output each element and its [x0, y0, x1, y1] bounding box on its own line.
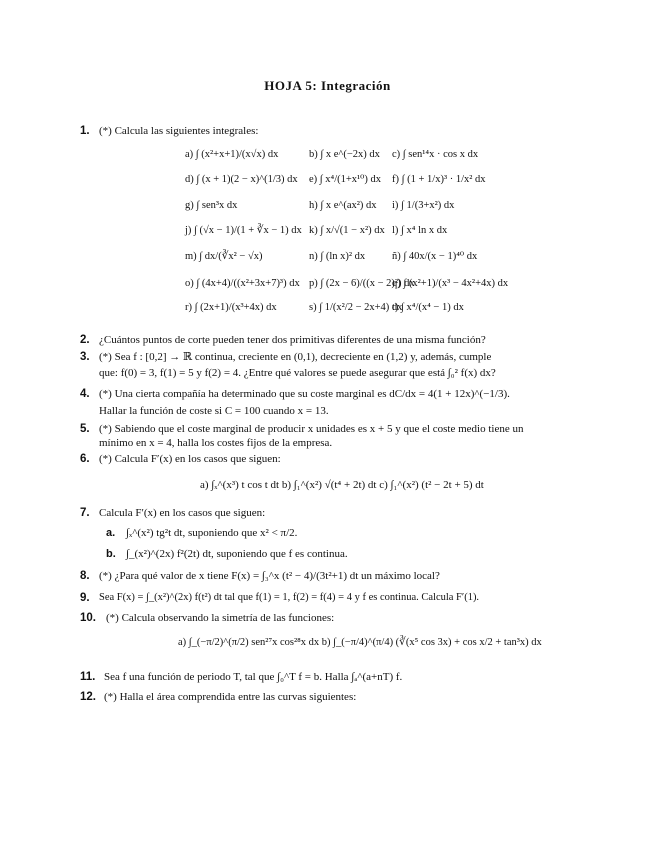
- integral-item: m) ∫ dx/(∛x² − √x): [185, 251, 263, 262]
- integral-item: h) ∫ x e^(ax²) dx: [309, 200, 377, 211]
- integral-item: a) ∫ (x²+x+1)/(x√x) dx: [185, 149, 279, 160]
- integral-item: j) ∫ (√x − 1)/(1 + ∛x − 1) dx: [185, 225, 302, 236]
- integral-item: l) ∫ x⁴ ln x dx: [392, 225, 448, 236]
- question-number: 8.: [80, 570, 90, 582]
- question-number: 7.: [80, 507, 90, 519]
- question-text: (*) Calcula observando la simetría de las funciones:: [106, 612, 335, 624]
- question-number: 2.: [80, 334, 90, 346]
- question-text: (*) Halla el área comprendida entre las curvas siguientes:: [104, 691, 357, 703]
- question-number: 11.: [80, 671, 96, 683]
- question-number: 9.: [80, 592, 90, 604]
- integral-item: t) ∫ x⁴/(x⁴ − 1) dx: [392, 302, 464, 313]
- integral-item: d) ∫ (x + 1)(2 − x)^(1/3) dx: [185, 174, 298, 185]
- subitem-text: ∫ₓ^(x²) tg²t dt, suponiendo que x² < π/2.: [126, 527, 298, 539]
- question-number: 6.: [80, 453, 90, 465]
- integral-item: n) ∫ (ln x)² dx: [309, 251, 366, 262]
- equation: a) ∫_(−π/2)^(π/2) sen²⁷x cos²⁸x dx b) ∫_(−π/4)^(π/4) (∛(x⁵ cos 3x) + cos x/2 + tan³x) dx: [178, 637, 542, 648]
- question-number: 1.: [80, 125, 90, 137]
- integral-item: r) ∫ (2x+1)/(x³+4x) dx: [185, 302, 277, 313]
- question-number: 5.: [80, 423, 90, 435]
- question-number: 12.: [80, 691, 96, 703]
- question-number: 4.: [80, 388, 90, 400]
- question-text: (*) ¿Para qué valor de x tiene F(x) = ∫₃^x (t² − 4)/(3t²+1) dt un máximo local?: [99, 570, 440, 582]
- question-text: (*) Sea f : [0,2] → ℝ continua, creciente en (0,1), decreciente en (1,2) y, además, cumple: [99, 351, 492, 363]
- subitem-label: b.: [106, 548, 116, 560]
- page-title: HOJA 5: Integración: [264, 78, 391, 93]
- question-text: Calcula F′(x) en los casos que siguen:: [99, 507, 266, 519]
- subitem-label: a.: [106, 527, 116, 539]
- integral-item: e) ∫ x⁴/(1+x¹⁰) dx: [309, 174, 382, 185]
- question-text: (*) Sabiendo que el coste marginal de producir x unidades es x + 5 y que el coste medio tiene un: [99, 423, 524, 435]
- integral-item: p) ∫ (2x − 6)/((x − 2)²) dx: [309, 278, 415, 289]
- integral-item: b) ∫ x e^(−2x) dx: [309, 149, 380, 160]
- question-number: 3.: [80, 351, 90, 363]
- question-text: ¿Cuántos puntos de corte pueden tener dos primitivas diferentes de una misma función?: [99, 334, 486, 346]
- integral-item: ñ) ∫ 40x/(x − 1)⁴⁰ dx: [392, 251, 478, 262]
- question-text: que: f(0) = 3, f(1) = 5 y f(2) = 4. ¿Entre qué valores se puede asegurar que está ∫₀² f(x) dx?: [99, 367, 496, 379]
- integral-item: q) ∫ (x²+1)/(x³ − 4x²+4x) dx: [392, 278, 509, 289]
- equation: a) ∫ₓ^(x³) t cos t dt b) ∫₁^(x²) √(t⁴ + 2t) dt c) ∫₁^(x²) (t² − 2t + 5) dt: [200, 479, 484, 491]
- integral-item: s) ∫ 1/(x²/2 − 2x+4) dx: [309, 302, 403, 313]
- subitem-text: ∫_(x²)^(2x) f²(2t) dt, suponiendo que f es continua.: [126, 548, 348, 560]
- question-text: (*) Calcula las siguientes integrales:: [99, 125, 259, 137]
- integral-item: f) ∫ (1 + 1/x)³ · 1/x² dx: [392, 174, 486, 185]
- question-text: (*) Calcula F′(x) en los casos que siguen:: [99, 453, 281, 465]
- integral-item: o) ∫ (4x+4)/((x²+3x+7)³) dx: [185, 278, 300, 289]
- integral-item: k) ∫ x/√(1 − x²) dx: [309, 225, 385, 236]
- integral-item: c) ∫ sen¹⁴x · cos x dx: [392, 149, 479, 160]
- integral-item: g) ∫ sen³x dx: [185, 200, 238, 211]
- question-text: mínimo en x = 4, halla los costes fijos de la empresa.: [99, 437, 333, 449]
- question-number: 10.: [80, 612, 96, 624]
- question-text: Sea F(x) = ∫_(x²)^(2x) f(t²) dt tal que f(1) = 1, f(2) = f(4) = 4 y f es continua. Calcula F′(1).: [99, 592, 480, 603]
- question-text: Sea f una función de periodo T, tal que ∫₀^T f = b. Halla ∫ₐ^(a+nT) f.: [104, 671, 403, 683]
- integral-item: i) ∫ 1/(3+x²) dx: [392, 200, 455, 211]
- question-text: (*) Una cierta compañía ha determinado que su coste marginal es dC/dx = 4(1 + 12x)^(−1/3).: [99, 388, 510, 400]
- question-text: Hallar la función de coste si C = 100 cuando x = 13.: [99, 405, 329, 417]
